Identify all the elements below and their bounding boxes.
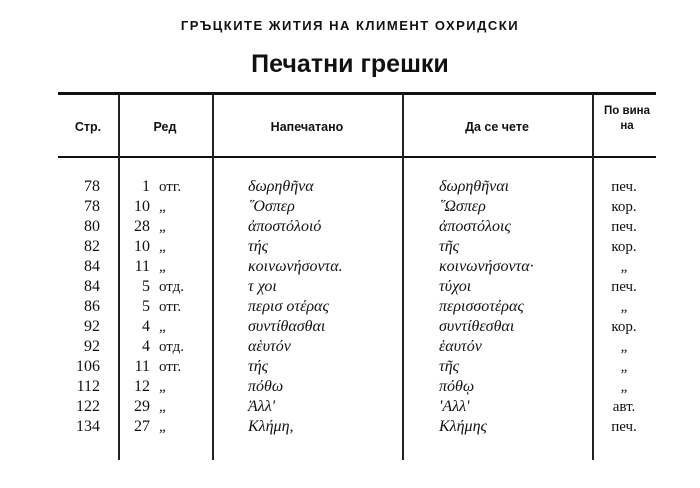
cell-blame: „ xyxy=(620,299,628,315)
table-top-rule xyxy=(58,92,656,95)
cell-page: 112 xyxy=(76,378,100,395)
cell-correct: Κλήμης xyxy=(439,418,487,435)
table-row xyxy=(0,397,700,417)
cell-correct: συντίθεσθαι xyxy=(439,318,515,335)
cell-correct: τῆς xyxy=(439,358,460,375)
cell-correct: 'Αλλ' xyxy=(439,398,470,415)
cell-page: 80 xyxy=(84,218,100,235)
cell-line: 10 xyxy=(134,238,150,255)
cell-side: отг. xyxy=(159,299,182,315)
cell-side: „ xyxy=(159,419,166,435)
cell-page: 134 xyxy=(76,418,100,435)
cell-page: 86 xyxy=(84,298,100,315)
running-header: ГРЪЦКИТЕ ЖИТИЯ НА КЛИМЕНТ ОХРИДСКИ xyxy=(180,18,520,33)
cell-correct: πόθῳ xyxy=(439,378,475,395)
cell-page: 82 xyxy=(84,238,100,255)
cell-page: 84 xyxy=(84,278,100,295)
cell-blame: кор. xyxy=(611,239,637,255)
cell-side: „ xyxy=(159,199,166,215)
cell-printed: κοινωνήσοντα. xyxy=(248,258,343,275)
table-row xyxy=(0,257,700,277)
cell-line: 27 xyxy=(134,418,150,435)
cell-side: „ xyxy=(159,259,166,275)
cell-side: отд. xyxy=(159,339,185,355)
table-row xyxy=(0,297,700,317)
cell-blame: авт. xyxy=(612,399,636,415)
table-row xyxy=(0,417,700,437)
cell-line: 4 xyxy=(142,338,150,355)
cell-side: отг. xyxy=(159,359,182,375)
cell-correct: δωρηθῆναι xyxy=(439,178,510,195)
cell-printed: συντίθασθαι xyxy=(248,318,326,335)
cell-printed: Κλήμη, xyxy=(248,418,294,435)
cell-correct: περισσοτέρας xyxy=(439,298,524,315)
cell-blame: кор. xyxy=(611,199,637,215)
cell-line: 12 xyxy=(134,378,150,395)
table-row xyxy=(0,237,700,257)
cell-correct: τύχοι xyxy=(439,278,472,295)
cell-correct: ῞Ωσπερ xyxy=(439,198,486,215)
cell-line: 11 xyxy=(134,258,150,275)
table-row xyxy=(0,337,700,357)
table-row xyxy=(0,177,700,197)
cell-correct: ἑαυτόν xyxy=(439,338,482,355)
cell-side: отг. xyxy=(159,179,182,195)
cell-line: 5 xyxy=(142,298,150,315)
cell-page: 84 xyxy=(84,258,100,275)
cell-blame: кор. xyxy=(611,319,637,335)
cell-line: 10 xyxy=(134,198,150,215)
cell-printed: δωρηθῆνα xyxy=(248,178,314,195)
table-row xyxy=(0,317,700,337)
cell-blame: печ. xyxy=(611,279,637,295)
cell-line: 29 xyxy=(134,398,150,415)
cell-page: 78 xyxy=(84,178,100,195)
cell-side: „ xyxy=(159,399,166,415)
table-row xyxy=(0,197,700,217)
cell-page: 106 xyxy=(76,358,100,375)
table-row xyxy=(0,217,700,237)
cell-printed: τ χοι xyxy=(248,278,277,295)
cell-printed: Ἀλλ' xyxy=(248,398,276,415)
cell-side: „ xyxy=(159,219,166,235)
cell-side: „ xyxy=(159,379,166,395)
cell-side: отд. xyxy=(159,279,185,295)
cell-side: „ xyxy=(159,239,166,255)
cell-line: 11 xyxy=(134,358,150,375)
cell-correct: ἀποστόλοις xyxy=(439,218,511,235)
cell-blame: печ. xyxy=(611,179,637,195)
cell-line: 1 xyxy=(142,178,150,195)
cell-printed: ῞Οσπερ xyxy=(248,198,295,215)
cell-blame: печ. xyxy=(611,219,637,235)
column-header-page: Стр. xyxy=(74,120,102,134)
cell-printed: αὲυτόν xyxy=(248,338,291,355)
table-header-rule xyxy=(58,156,656,158)
cell-printed: τής xyxy=(248,238,269,255)
cell-line: 5 xyxy=(142,278,150,295)
column-header-printed: Напечатано xyxy=(270,120,344,134)
cell-correct: τῆς xyxy=(439,238,460,255)
page-title: Печатни грешки xyxy=(251,50,449,78)
cell-blame: „ xyxy=(620,339,628,355)
table-row xyxy=(0,357,700,377)
table-row xyxy=(0,277,700,297)
column-header-line: Ред xyxy=(153,120,177,134)
cell-page: 122 xyxy=(76,398,100,415)
cell-printed: τής xyxy=(248,358,269,375)
cell-line: 4 xyxy=(142,318,150,335)
cell-printed: ἀποστόλοιό xyxy=(248,218,322,235)
cell-side: „ xyxy=(159,319,166,335)
cell-blame: „ xyxy=(620,379,628,395)
table-row xyxy=(0,377,700,397)
cell-blame: „ xyxy=(620,259,628,275)
cell-page: 78 xyxy=(84,198,100,215)
cell-page: 92 xyxy=(84,318,100,335)
column-header-correct: Да се чете xyxy=(465,120,529,134)
cell-printed: πόθω xyxy=(248,378,284,395)
cell-blame: печ. xyxy=(611,419,637,435)
cell-line: 28 xyxy=(134,218,150,235)
cell-printed: περισ οτέρας xyxy=(248,298,329,315)
cell-correct: κοινωνήσοντα· xyxy=(439,258,534,275)
cell-blame: „ xyxy=(620,359,628,375)
column-header-blame: По вина на xyxy=(604,105,650,132)
cell-page: 92 xyxy=(84,338,100,355)
